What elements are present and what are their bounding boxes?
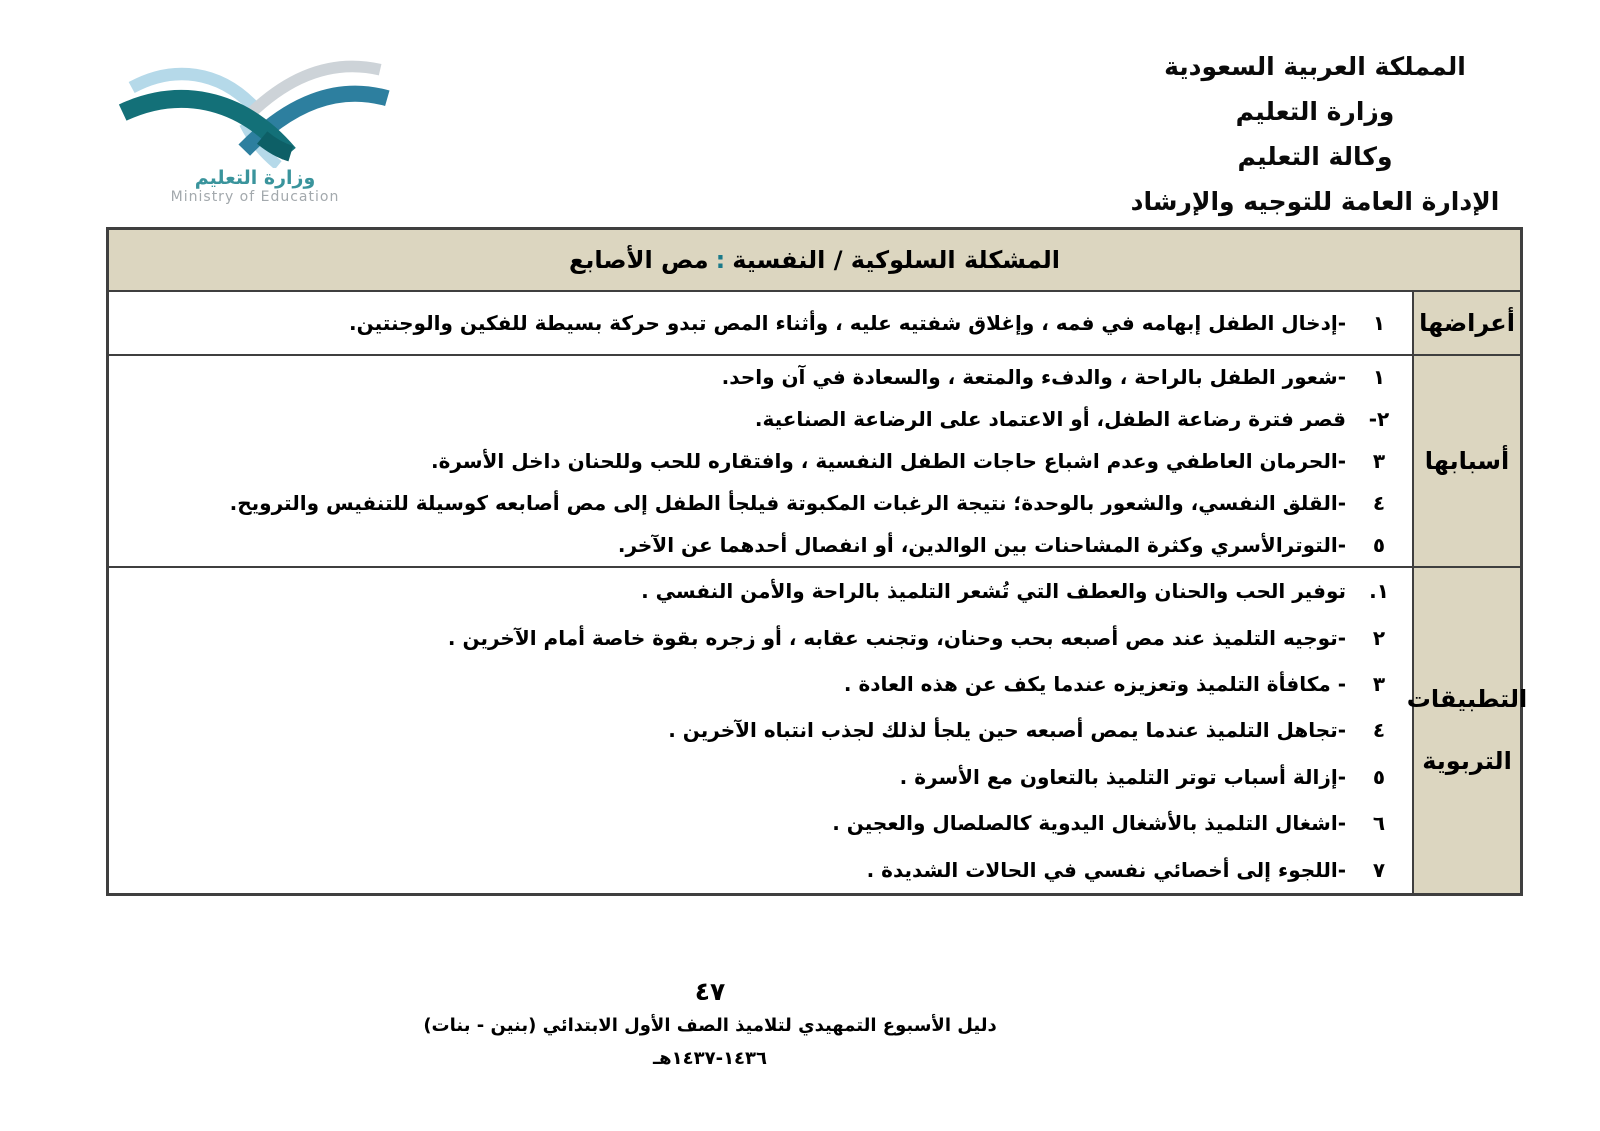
table-item-row: [109, 440, 1412, 482]
table-item-row: [109, 754, 1412, 800]
table-item-row: [109, 356, 1412, 398]
logo-arabic-name: وزارة التعليم: [194, 167, 316, 189]
item-number: ١.: [1369, 579, 1389, 604]
table-item-row: [109, 800, 1412, 846]
table-item-row: [109, 614, 1412, 660]
footer-hijri-year: ١٤٣٦-١٤٣٧هـ: [652, 1048, 768, 1069]
item-text: -توجيه التلميذ عند مص أصبعه بحب وحنان، وتجنب عقابه ، أو زجره بقوة خاصة أمام الآخرين .: [447, 625, 1346, 650]
table-title-row: [109, 230, 1520, 292]
table-item-row: [109, 398, 1412, 440]
table-item-row: [109, 524, 1412, 566]
item-text: توفير الحب والحنان والعطف التي تُشعر التلميذ بالراحة والأمن النفسي .: [641, 579, 1346, 604]
logo-english-name: Ministry of Education: [170, 189, 340, 205]
section-causes: [109, 356, 1520, 568]
item-text: -التوترالأسري وكثرة المشاحنات بين الوالدين، أو انفصال أحدهما عن الآخر.: [617, 533, 1346, 557]
problem-table: [106, 227, 1528, 896]
item-text: -إزالة أسباب توتر التلميذ بالتعاون مع الأسرة .: [899, 764, 1346, 789]
ministry-logo: [95, 50, 415, 206]
item-text: -تجاهل التلميذ عندما يمص أصبعه حين يلجأ لذلك لجذب انتباه الآخرين .: [668, 718, 1346, 743]
footer-guide-title: دليل الأسبوع التمهيدي لتلاميذ الصف الأول الابتدائي (بنين - بنات): [423, 1015, 997, 1036]
org-line-agency: وكالة التعليم: [1237, 142, 1393, 171]
table-item-row: [109, 482, 1412, 524]
section-body-causes: [109, 356, 1412, 566]
item-text: -اشغال التلميذ بالأشغال اليدوية كالصلصال والعجين .: [832, 811, 1346, 836]
item-text: - مكافأة التلميذ وتعزيزه عندما يكف عن هذه العادة .: [843, 671, 1346, 696]
item-text: -شعور الطفل بالراحة ، والدفء والمتعة ، والسعادة في آن واحد.: [721, 365, 1346, 389]
ministry-logo-icon: [95, 50, 415, 168]
item-number: ٤: [1372, 491, 1386, 515]
section-body-symptoms: [109, 292, 1412, 354]
section-symptoms: [109, 292, 1520, 356]
item-text: قصر فترة رضاعة الطفل، أو الاعتماد على الرضاعة الصناعية.: [754, 407, 1346, 431]
item-text: -الحرمان العاطفي وعدم اشباع حاجات الطفل النفسية ، وافتقاره للحب وللحنان داخل الأسرة.: [431, 449, 1346, 473]
item-number: ٧: [1372, 857, 1386, 882]
section-applications: [109, 568, 1528, 893]
table-title-colon: :: [715, 246, 726, 274]
table-item-row: [109, 661, 1412, 707]
org-header: [1105, 44, 1525, 224]
item-number: ٣: [1372, 671, 1386, 696]
page-number: ٤٧: [694, 977, 726, 1006]
org-line-administration: الإدارة العامة للتوجيه والإرشاد: [1130, 187, 1500, 216]
org-line-ministry: وزارة التعليم: [1235, 97, 1395, 126]
page-footer: [0, 976, 1420, 1074]
item-text: -اللجوء إلى أخصائي نفسي في الحالات الشديدة .: [866, 857, 1346, 882]
table-item-row: [109, 707, 1412, 753]
item-number: ٦: [1372, 811, 1386, 836]
item-number: ٥: [1372, 533, 1386, 557]
org-line-country: المملكة العربية السعودية: [1164, 52, 1466, 81]
item-number: ٢: [1372, 625, 1386, 650]
table-title-part1: المشكلة السلوكية / النفسية: [732, 246, 1061, 274]
section-body-applications: [109, 568, 1412, 893]
table-item-row: [109, 568, 1412, 614]
section-label-symptoms: أعراضها: [1412, 292, 1520, 354]
item-number: ١: [1372, 311, 1386, 335]
item-text: -القلق النفسي، والشعور بالوحدة؛ نتيجة الرغبات المكبوتة فيلجأ الطفل إلى مص أصابعه كوسيلة للتنفيس والترويح.: [229, 491, 1346, 515]
item-number: ١: [1372, 365, 1386, 389]
table-item-row: [109, 846, 1412, 892]
item-number: ٢-: [1368, 407, 1390, 431]
item-text: -إدخال الطفل إبهامه في فمه ، وإغلاق شفتيه عليه ، وأثناء المص تبدو حركة بسيطة للفكين والوجنتين.: [349, 311, 1346, 335]
item-number: ٥: [1372, 764, 1386, 789]
section-label-causes: أسبابها: [1412, 356, 1520, 566]
item-number: ٣: [1372, 449, 1386, 473]
table-title-part2: مص الأصابع: [568, 246, 709, 274]
item-number: ٤: [1372, 718, 1386, 743]
section-label-applications: التطبيقات التربوية: [1412, 568, 1520, 893]
table-item-row: [109, 301, 1412, 345]
